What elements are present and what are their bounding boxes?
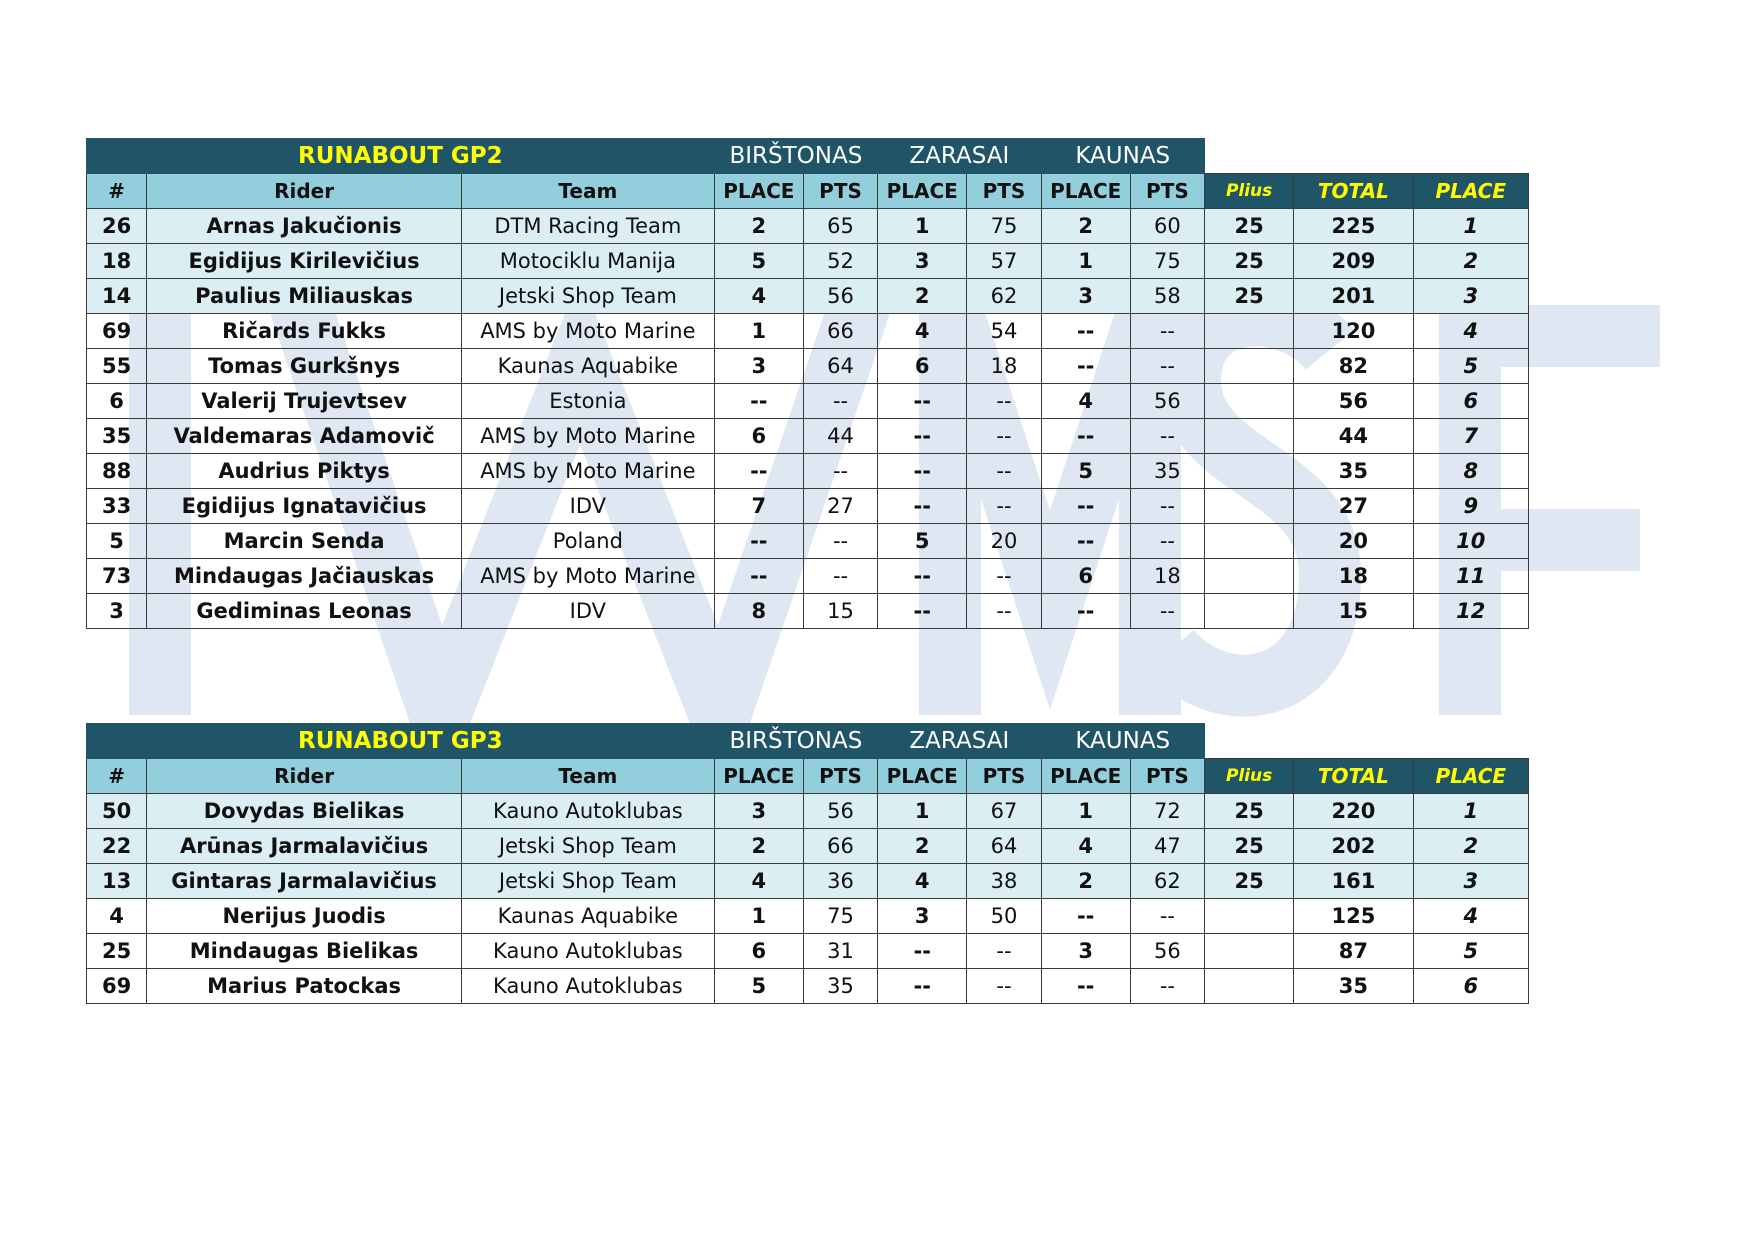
stage-points: 75 <box>1130 244 1204 279</box>
rider-name: Audrius Piktys <box>147 454 462 489</box>
stage-place: -- <box>878 559 967 594</box>
final-place: 5 <box>1413 934 1528 969</box>
table-row <box>87 489 1529 524</box>
stage-place: 4 <box>878 314 967 349</box>
total-points: 35 <box>1294 969 1413 1004</box>
stage-place: 5 <box>714 244 803 279</box>
table-row <box>87 384 1529 419</box>
column-header-row <box>87 759 1529 794</box>
plius-points <box>1205 969 1294 1004</box>
stage-points: 60 <box>1130 209 1204 244</box>
stage-points: 62 <box>1130 864 1204 899</box>
stage-points: -- <box>1130 489 1204 524</box>
stage-place: 1 <box>714 899 803 934</box>
final-place: 6 <box>1413 384 1528 419</box>
stage-place: 5 <box>1041 454 1130 489</box>
stage-place: -- <box>1041 524 1130 559</box>
stage-points: 66 <box>803 829 877 864</box>
rider-team: IDV <box>462 594 715 629</box>
final-place: 6 <box>1413 969 1528 1004</box>
stage-place: 6 <box>878 349 967 384</box>
table-row <box>87 794 1529 829</box>
col-plius: Plius <box>1205 174 1294 209</box>
stage-points: -- <box>967 454 1041 489</box>
total-points: 225 <box>1294 209 1413 244</box>
stage-points: -- <box>967 384 1041 419</box>
plius-points <box>1205 559 1294 594</box>
rider-team: IDV <box>462 489 715 524</box>
total-points: 20 <box>1294 524 1413 559</box>
table-row <box>87 524 1529 559</box>
rider-number: 13 <box>87 864 147 899</box>
rider-name: Egidijus Kirilevičius <box>147 244 462 279</box>
total-points: 15 <box>1294 594 1413 629</box>
rider-number: 33 <box>87 489 147 524</box>
rider-team: Estonia <box>462 384 715 419</box>
blank-cell <box>1205 139 1529 174</box>
total-points: 18 <box>1294 559 1413 594</box>
plius-points <box>1205 419 1294 454</box>
col-pts: PTS <box>1130 174 1204 209</box>
stage-points: -- <box>1130 524 1204 559</box>
stage-points: -- <box>1130 419 1204 454</box>
venue-header: BIRŠTONAS <box>714 139 877 174</box>
final-place: 1 <box>1413 794 1528 829</box>
plius-points: 25 <box>1205 244 1294 279</box>
rider-name: Ričards Fukks <box>147 314 462 349</box>
plius-points <box>1205 934 1294 969</box>
rider-name: Paulius Miliauskas <box>147 279 462 314</box>
stage-points: 57 <box>967 244 1041 279</box>
stage-points: -- <box>967 559 1041 594</box>
stage-points: -- <box>1130 594 1204 629</box>
rider-number: 22 <box>87 829 147 864</box>
stage-points: 56 <box>1130 934 1204 969</box>
stage-place: 3 <box>878 244 967 279</box>
plius-points <box>1205 594 1294 629</box>
stage-points: 35 <box>1130 454 1204 489</box>
rider-name: Mindaugas Bielikas <box>147 934 462 969</box>
stage-place: -- <box>1041 314 1130 349</box>
blank-cell <box>1205 724 1529 759</box>
stage-points: 56 <box>803 279 877 314</box>
col-pts: PTS <box>803 759 877 794</box>
rider-number: 69 <box>87 314 147 349</box>
total-points: 35 <box>1294 454 1413 489</box>
rider-number: 55 <box>87 349 147 384</box>
col-final-place: PLACE <box>1413 174 1528 209</box>
stage-points: -- <box>967 934 1041 969</box>
col-place: PLACE <box>878 174 967 209</box>
stage-points: -- <box>967 594 1041 629</box>
total-points: 120 <box>1294 314 1413 349</box>
rider-name: Gintaras Jarmalavičius <box>147 864 462 899</box>
rider-name: Mindaugas Jačiauskas <box>147 559 462 594</box>
total-points: 125 <box>1294 899 1413 934</box>
plius-points: 25 <box>1205 209 1294 244</box>
stage-place: -- <box>714 384 803 419</box>
table-row <box>87 934 1529 969</box>
venue-header: BIRŠTONAS <box>714 724 877 759</box>
stage-place: -- <box>878 454 967 489</box>
stage-place: 3 <box>1041 934 1130 969</box>
rider-team: AMS by Moto Marine <box>462 419 715 454</box>
table-row <box>87 349 1529 384</box>
stage-place: 4 <box>714 864 803 899</box>
stage-place: 3 <box>714 794 803 829</box>
stage-points: 56 <box>1130 384 1204 419</box>
stage-place: 1 <box>1041 244 1130 279</box>
rider-name: Valerij Trujevtsev <box>147 384 462 419</box>
stage-place: 2 <box>1041 864 1130 899</box>
rider-team: Kauno Autoklubas <box>462 934 715 969</box>
total-points: 82 <box>1294 349 1413 384</box>
stage-points: 38 <box>967 864 1041 899</box>
stage-place: -- <box>714 524 803 559</box>
col-pts: PTS <box>967 174 1041 209</box>
table-row <box>87 279 1529 314</box>
stage-place: -- <box>878 489 967 524</box>
total-points: 161 <box>1294 864 1413 899</box>
stage-points: -- <box>1130 349 1204 384</box>
stage-place: 1 <box>714 314 803 349</box>
rider-number: 18 <box>87 244 147 279</box>
rider-number: 73 <box>87 559 147 594</box>
col-place: PLACE <box>1041 174 1130 209</box>
stage-points: 35 <box>803 969 877 1004</box>
stage-points: 31 <box>803 934 877 969</box>
rider-number: 5 <box>87 524 147 559</box>
total-points: 209 <box>1294 244 1413 279</box>
stage-place: 6 <box>714 934 803 969</box>
stage-points: 36 <box>803 864 877 899</box>
stage-points: -- <box>803 524 877 559</box>
rider-team: Kauno Autoklubas <box>462 794 715 829</box>
plius-points <box>1205 489 1294 524</box>
venue-header: KAUNAS <box>1041 139 1204 174</box>
rider-name: Arūnas Jarmalavičius <box>147 829 462 864</box>
rider-number: 35 <box>87 419 147 454</box>
col-number: # <box>87 174 147 209</box>
rider-name: Valdemaras Adamovič <box>147 419 462 454</box>
total-points: 220 <box>1294 794 1413 829</box>
stage-points: 27 <box>803 489 877 524</box>
final-place: 2 <box>1413 829 1528 864</box>
plius-points: 25 <box>1205 864 1294 899</box>
stage-place: -- <box>1041 419 1130 454</box>
stage-place: -- <box>1041 489 1130 524</box>
table-row <box>87 559 1529 594</box>
rider-name: Egidijus Ignatavičius <box>147 489 462 524</box>
stage-points: 18 <box>1130 559 1204 594</box>
rider-team: AMS by Moto Marine <box>462 454 715 489</box>
stage-place: 1 <box>1041 794 1130 829</box>
stage-points: -- <box>803 384 877 419</box>
stage-points: 15 <box>803 594 877 629</box>
rider-team: Jetski Shop Team <box>462 279 715 314</box>
stage-points: -- <box>1130 969 1204 1004</box>
rider-name: Tomas Gurkšnys <box>147 349 462 384</box>
col-total: TOTAL <box>1294 174 1413 209</box>
stage-points: -- <box>967 419 1041 454</box>
stage-place: 2 <box>878 279 967 314</box>
final-place: 8 <box>1413 454 1528 489</box>
table-row <box>87 969 1529 1004</box>
rider-team: Jetski Shop Team <box>462 864 715 899</box>
plius-points <box>1205 899 1294 934</box>
rider-name: Dovydas Bielikas <box>147 794 462 829</box>
final-place: 4 <box>1413 314 1528 349</box>
col-pts: PTS <box>1130 759 1204 794</box>
final-place: 1 <box>1413 209 1528 244</box>
venue-header: ZARASAI <box>878 724 1041 759</box>
stage-place: 3 <box>1041 279 1130 314</box>
stage-place: 4 <box>1041 384 1130 419</box>
title-row <box>87 139 1529 174</box>
total-points: 27 <box>1294 489 1413 524</box>
stage-place: 4 <box>714 279 803 314</box>
venue-header: KAUNAS <box>1041 724 1204 759</box>
stage-place: 4 <box>878 864 967 899</box>
rider-team: AMS by Moto Marine <box>462 559 715 594</box>
stage-points: 58 <box>1130 279 1204 314</box>
col-total: TOTAL <box>1294 759 1413 794</box>
rider-team: DTM Racing Team <box>462 209 715 244</box>
stage-points: 65 <box>803 209 877 244</box>
plius-points: 25 <box>1205 794 1294 829</box>
stage-place: -- <box>878 969 967 1004</box>
rider-team: Kaunas Aquabike <box>462 349 715 384</box>
final-place: 5 <box>1413 349 1528 384</box>
col-number: # <box>87 759 147 794</box>
plius-points: 25 <box>1205 829 1294 864</box>
rider-team: Poland <box>462 524 715 559</box>
stage-place: 7 <box>714 489 803 524</box>
rider-team: Kaunas Aquabike <box>462 899 715 934</box>
stage-points: 44 <box>803 419 877 454</box>
stage-place: -- <box>1041 594 1130 629</box>
final-place: 2 <box>1413 244 1528 279</box>
stage-points: 72 <box>1130 794 1204 829</box>
stage-place: -- <box>1041 969 1130 1004</box>
stage-place: 2 <box>714 829 803 864</box>
col-rider: Rider <box>147 174 462 209</box>
rider-number: 88 <box>87 454 147 489</box>
table-row <box>87 244 1529 279</box>
final-place: 10 <box>1413 524 1528 559</box>
final-place: 3 <box>1413 864 1528 899</box>
col-place: PLACE <box>878 759 967 794</box>
stage-points: -- <box>967 969 1041 1004</box>
stage-points: 56 <box>803 794 877 829</box>
plius-points: 25 <box>1205 279 1294 314</box>
stage-points: 75 <box>803 899 877 934</box>
stage-place: 1 <box>878 209 967 244</box>
stage-place: -- <box>878 934 967 969</box>
stage-points: -- <box>803 454 877 489</box>
rider-team: Motociklu Manija <box>462 244 715 279</box>
col-pts: PTS <box>803 174 877 209</box>
table-row <box>87 314 1529 349</box>
rider-name: Nerijus Juodis <box>147 899 462 934</box>
stage-place: -- <box>714 454 803 489</box>
total-points: 202 <box>1294 829 1413 864</box>
rider-name: Marius Patockas <box>147 969 462 1004</box>
plius-points <box>1205 524 1294 559</box>
stage-place: 1 <box>878 794 967 829</box>
rider-number: 50 <box>87 794 147 829</box>
rider-number: 26 <box>87 209 147 244</box>
stage-points: -- <box>1130 314 1204 349</box>
plius-points <box>1205 454 1294 489</box>
venue-header: ZARASAI <box>878 139 1041 174</box>
stage-points: 64 <box>967 829 1041 864</box>
stage-place: 3 <box>714 349 803 384</box>
col-team: Team <box>462 759 715 794</box>
final-place: 3 <box>1413 279 1528 314</box>
stage-points: 50 <box>967 899 1041 934</box>
rider-name: Marcin Senda <box>147 524 462 559</box>
stage-points: 47 <box>1130 829 1204 864</box>
total-points: 201 <box>1294 279 1413 314</box>
stage-points: 20 <box>967 524 1041 559</box>
plius-points <box>1205 349 1294 384</box>
stage-points: 66 <box>803 314 877 349</box>
col-plius: Plius <box>1205 759 1294 794</box>
stage-place: 3 <box>878 899 967 934</box>
rider-number: 69 <box>87 969 147 1004</box>
rider-team: Jetski Shop Team <box>462 829 715 864</box>
stage-points: -- <box>803 559 877 594</box>
stage-points: 67 <box>967 794 1041 829</box>
gp2-standings <box>86 138 1529 629</box>
stage-points: -- <box>967 489 1041 524</box>
stage-place: 5 <box>878 524 967 559</box>
stage-points: 52 <box>803 244 877 279</box>
rider-team: Kauno Autoklubas <box>462 969 715 1004</box>
total-points: 44 <box>1294 419 1413 454</box>
stage-place: -- <box>1041 349 1130 384</box>
column-header-row <box>87 174 1529 209</box>
rider-number: 25 <box>87 934 147 969</box>
col-rider: Rider <box>147 759 462 794</box>
table-row <box>87 419 1529 454</box>
final-place: 11 <box>1413 559 1528 594</box>
col-final-place: PLACE <box>1413 759 1528 794</box>
final-place: 9 <box>1413 489 1528 524</box>
stage-points: 64 <box>803 349 877 384</box>
stage-place: -- <box>1041 899 1130 934</box>
stage-points: 54 <box>967 314 1041 349</box>
table-row <box>87 864 1529 899</box>
stage-place: 6 <box>714 419 803 454</box>
col-place: PLACE <box>714 759 803 794</box>
stage-points: 75 <box>967 209 1041 244</box>
plius-points <box>1205 384 1294 419</box>
col-place: PLACE <box>714 174 803 209</box>
stage-points: 18 <box>967 349 1041 384</box>
rider-number: 14 <box>87 279 147 314</box>
stage-place: -- <box>878 384 967 419</box>
stage-place: 6 <box>1041 559 1130 594</box>
stage-place: -- <box>878 594 967 629</box>
stage-place: 4 <box>1041 829 1130 864</box>
total-points: 56 <box>1294 384 1413 419</box>
table-row <box>87 594 1529 629</box>
title-row <box>87 724 1529 759</box>
rider-number: 3 <box>87 594 147 629</box>
standings-table <box>86 138 1529 629</box>
final-place: 4 <box>1413 899 1528 934</box>
col-pts: PTS <box>967 759 1041 794</box>
table-row <box>87 829 1529 864</box>
final-place: 7 <box>1413 419 1528 454</box>
table-row <box>87 454 1529 489</box>
plius-points <box>1205 314 1294 349</box>
stage-place: 2 <box>878 829 967 864</box>
table-row <box>87 899 1529 934</box>
final-place: 12 <box>1413 594 1528 629</box>
rider-number: 6 <box>87 384 147 419</box>
standings-table <box>86 723 1529 1004</box>
stage-place: 2 <box>714 209 803 244</box>
rider-name: Arnas Jakučionis <box>147 209 462 244</box>
rider-name: Gediminas Leonas <box>147 594 462 629</box>
stage-place: -- <box>714 559 803 594</box>
stage-points: 62 <box>967 279 1041 314</box>
table-title: RUNABOUT GP2 <box>87 139 715 174</box>
col-team: Team <box>462 174 715 209</box>
rider-team: AMS by Moto Marine <box>462 314 715 349</box>
total-points: 87 <box>1294 934 1413 969</box>
stage-place: 2 <box>1041 209 1130 244</box>
stage-points: -- <box>1130 899 1204 934</box>
rider-number: 4 <box>87 899 147 934</box>
stage-place: 5 <box>714 969 803 1004</box>
stage-place: -- <box>878 419 967 454</box>
col-place: PLACE <box>1041 759 1130 794</box>
stage-place: 8 <box>714 594 803 629</box>
gp3-standings <box>86 723 1529 1004</box>
table-title: RUNABOUT GP3 <box>87 724 715 759</box>
table-row <box>87 209 1529 244</box>
